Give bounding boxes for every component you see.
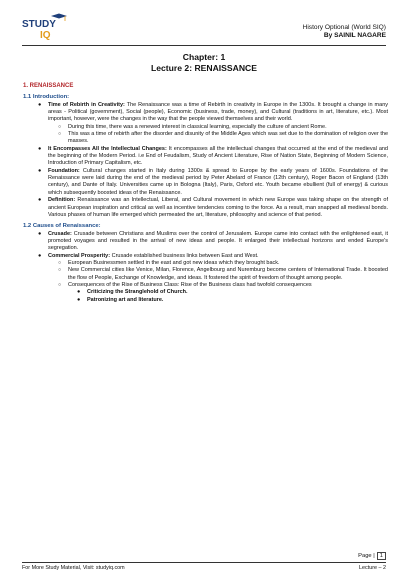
header-divider (22, 45, 386, 46)
chapter-title: Chapter: 1 (182, 52, 226, 62)
lecture-title: Lecture 2: RENAISSANCE (150, 63, 257, 73)
bullet-rebirth: ● Time of Rebirth in Creativity: The Renaissance was a time of Rebirth in creativity in Europe in the 1300s. It brought a change in many areas - Political (government), Social (people), Economic (business, trade, money), and Cultural (traditions in art, literature, etc.). Most important, however, were the changes in the way that the people viewed themselves and their world. (38, 101, 389, 123)
bullet-marker: ● (38, 101, 42, 108)
bullet-marker: ● (77, 296, 81, 303)
footer-divider (22, 562, 386, 563)
svg-text:IQ: IQ (40, 30, 51, 41)
footer-lecture: Lecture – 2 (359, 565, 386, 571)
document-body (23, 83, 389, 304)
bullet-marker: ● (38, 252, 42, 259)
sub-bullet-commercial-cities: ○ New Commercial cities like Venice, Milan, Florence, Angelbourg and Nuremburg become centers of International Trade. It boosted the flow of People, Exchange of Knowledge, and ideas. It fostered the spirit of freedom of thought among people. (58, 267, 388, 281)
bullet-marker: ● (38, 197, 42, 204)
circle-marker: ○ (58, 259, 62, 266)
bullet-commercial-prosperity: ● Commercial Prosperity: Crusade established business links between East and West. (38, 252, 259, 259)
sub-bullet-rebirth-after-disorder: ○ This was a time of rebirth after the disorder and disunity of the Middle Ages which was set due to the domination of religion over the masses. (58, 131, 388, 145)
circle-marker: ○ (58, 267, 62, 274)
subsection-heading-causes: 1.2 Causes of Renaissance: (23, 223, 101, 230)
circle-marker: ○ (58, 123, 62, 130)
bullet-marker: ● (38, 230, 42, 237)
bullet-marker: ● (38, 145, 42, 152)
bullet-definition: ● Definition: Renaissance was an Intellectual, Liberal, and Cultural movement in which new Europe was taking shape on the strength of ancient European inspiration and critical as well as incentive tendencies coming to the force. As a result, man snapped all medieval bonds. Various phases of human life emerged which permeated the art, literature, philosophy and science of that period. (38, 197, 388, 218)
document-header (303, 24, 386, 41)
sub-bullet-classical: ○ During this time, there was a renewed interest in classical learning, especially the culture of ancient Rome. (58, 123, 327, 130)
sub-bullet-businessmen: ○ European Businessmen settled in the east and got new ideas which they brought back. (58, 259, 280, 266)
bullet-foundation: ● Foundation: Cultural changes started in Italy during 1300s & spread to Europe by the early years of 1600s. Foundations of the Renaissance were laid during the end of the medieval period by Peter Abelard of France (12th century), Roger Bacon of England (13th century), and Dante of Italy. Universities came up in Bologna (Italy), Paris, Oxford etc. Youth became ebullient (full of energy) & curious which subsequently boosted ideas of the Renaissance. (38, 167, 388, 196)
nested-bullet-patronizing-art: ● Patronizing art and literature. (77, 296, 164, 303)
circle-marker: ○ (58, 131, 62, 138)
bullet-intellectual-changes: ● It Encompasses All the Intellectual Changes: It encompasses all the intellectual changes that occurred at the end of the medieval and the beginning of the Modern Period. i.e End of Feudalism, Study of Ancient Literature, Rise of Nation State, Beginning of Modern Science, Introduction of Primary Capitalism, etc. (38, 145, 388, 167)
bullet-marker: ● (77, 289, 81, 296)
svg-text:STUDY: STUDY (22, 19, 56, 30)
section-heading: 1. RENAISSANCE (23, 83, 74, 89)
page-number: Page | 1 (358, 552, 386, 560)
footer-website: For More Study Material, Visit: studyiq.com (22, 565, 125, 571)
course-title: History Optional (World SIQ) (302, 24, 386, 31)
bullet-marker: ● (38, 167, 42, 174)
circle-marker: ○ (58, 281, 62, 288)
author-name: By SAINIL NAGARE (323, 32, 386, 40)
studyiq-logo (21, 13, 69, 41)
nested-bullet-church: ● Criticizing the Stranglehold of Church. (77, 289, 188, 296)
sub-bullet-business-class: ○ Consequences of the Rise of Business Class: Rise of the Business class had twofold consequences (58, 281, 312, 288)
subsection-heading-introduction: 1.1 Introduction: (23, 94, 70, 101)
bullet-crusade: ● Crusade: Crusade between Christians and Muslims over the control of Jerusalem. Europe came into contact with the enlightened east, it promoted voyages and resulted in the arrival of new ideas and people. It enlarged their intellectual horizons and ended Europe's segregation. (38, 230, 388, 252)
